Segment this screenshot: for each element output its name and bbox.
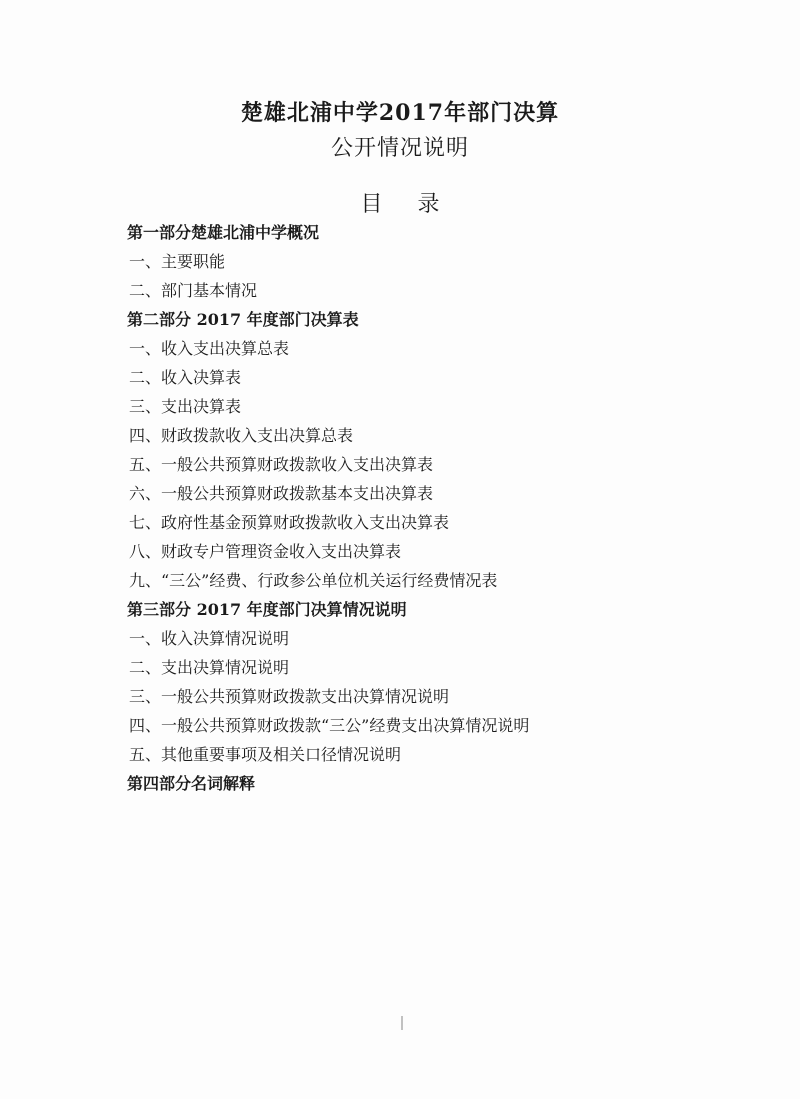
- toc-item: 五、其他重要事项及相关口径情况说明: [129, 745, 402, 764]
- toc-item: 六、一般公共预算财政拨款基本支出决算表: [129, 484, 434, 503]
- toc-item: 四、一般公共预算财政拨款“三公”经费支出决算情况说明: [129, 716, 530, 735]
- toc-item: 五、一般公共预算财政拨款收入支出决算表: [129, 455, 434, 474]
- toc-item: 三、一般公共预算财政拨款支出决算情况说明: [129, 687, 450, 706]
- toc-item: 一、收入支出决算总表: [129, 339, 290, 358]
- toc-item: 七、政府性基金预算财政拨款收入支出决算表: [129, 513, 450, 532]
- toc-item: 四、财政拨款收入支出决算总表: [129, 426, 354, 445]
- toc-item: 二、收入决算表: [129, 368, 242, 387]
- document-subtitle: 公开情况说明: [330, 136, 469, 161]
- toc-part-heading: 第一部分楚雄北浦中学概况: [127, 223, 320, 242]
- toc-part-heading: 第四部分名词解释: [127, 774, 256, 793]
- toc-item: 八、财政专户管理资金收入支出决算表: [129, 542, 402, 561]
- toc-item: 九、“三公”经费、行政参公单位机关运行经费情况表: [129, 571, 498, 590]
- toc-item: 三、支出决算表: [129, 397, 242, 416]
- toc-part-heading: 第三部分 2017 年度部门决算情况说明: [127, 600, 407, 619]
- toc-item: 二、支出决算情况说明: [129, 658, 290, 677]
- toc-item: 一、主要职能: [129, 252, 226, 271]
- document-title: 楚雄北浦中学2017年部门决算: [240, 100, 560, 126]
- toc-heading: 目 录: [360, 192, 454, 217]
- scan-mark: [401, 1016, 403, 1030]
- toc-part-heading: 第二部分 2017 年度部门决算表: [127, 310, 359, 329]
- table-of-contents: [127, 218, 687, 798]
- toc-item: 二、部门基本情况: [129, 281, 258, 300]
- toc-item: 一、收入决算情况说明: [129, 629, 290, 648]
